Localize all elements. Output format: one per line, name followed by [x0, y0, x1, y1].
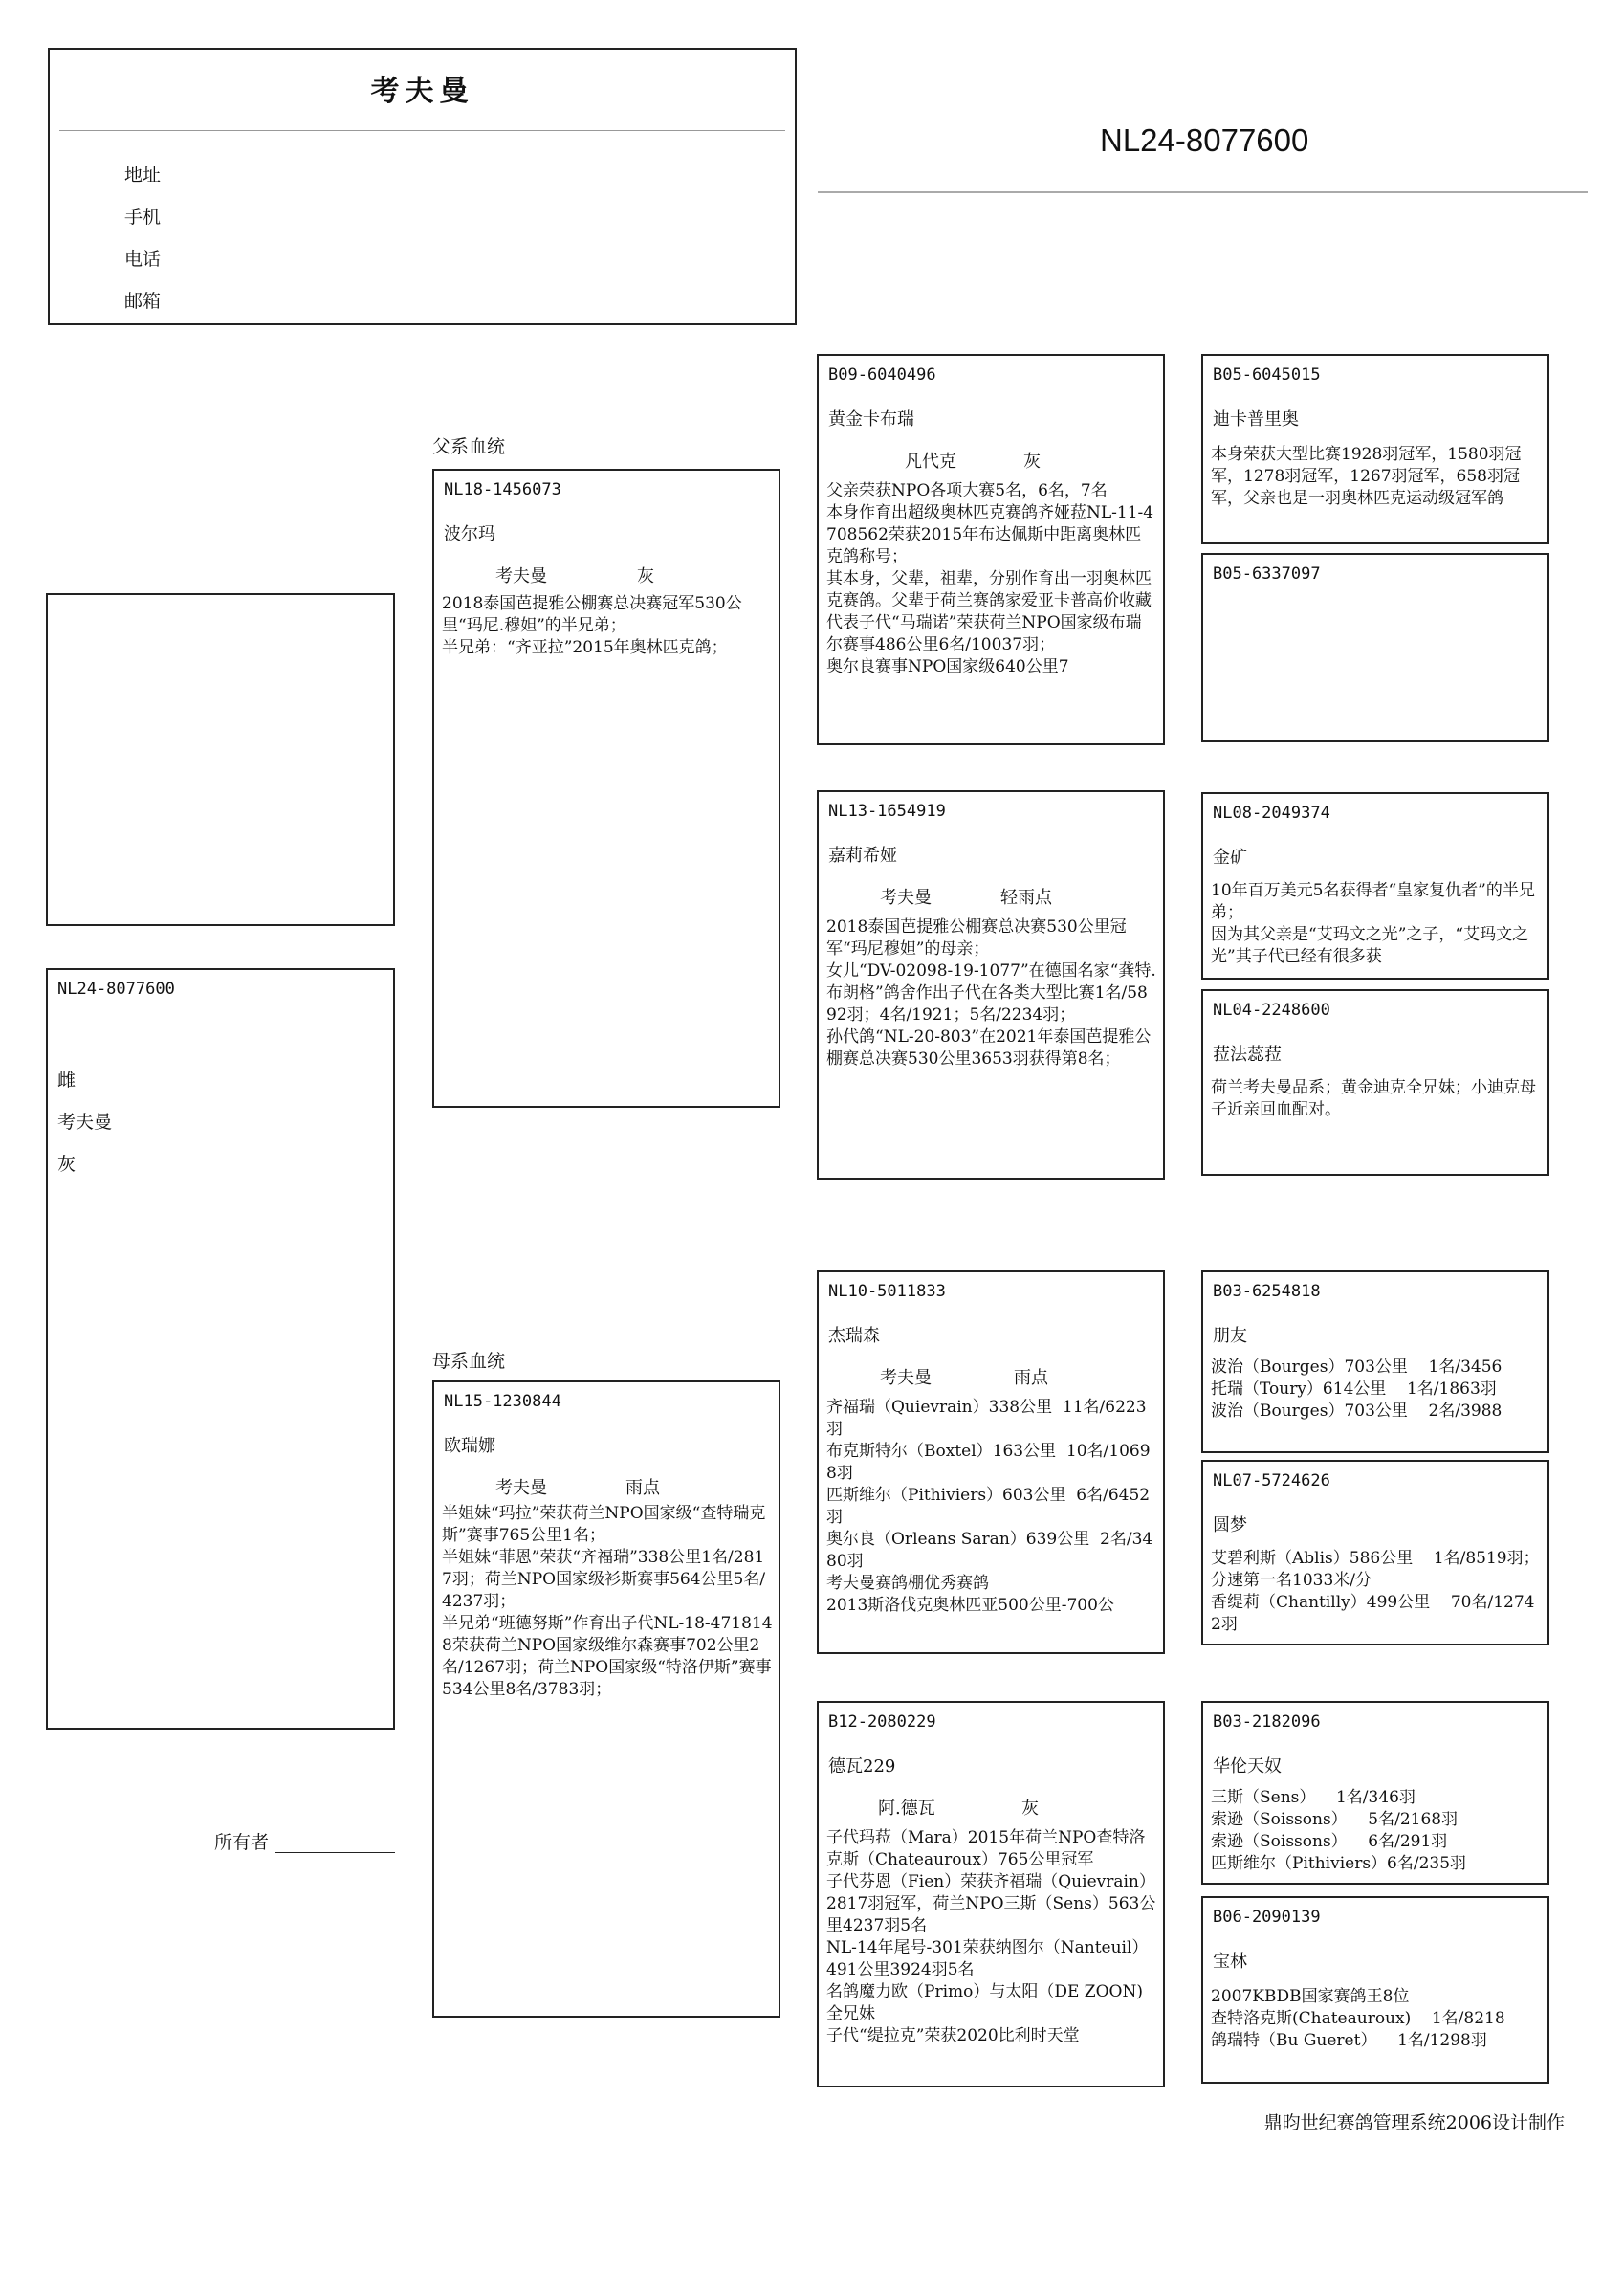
sss-ring: B05-6045015: [1213, 365, 1321, 385]
dam-dam-notes: 子代玛菈（Mara）2015年荷兰NPO查特洛克斯（Chateauroux）765公里冠军 子代芬恩（Fien）荣获齐福瑞（Quievrain）2817羽冠军，荷兰NPO三斯（Sens）563公里4237羽5名 NL-14年尾号-301荣获纳图尔（Nanteuil）491公里3924羽5名 名鸽魔力欧（Primo）与太阳（DE ZOON)全兄妹 子代“缇拉克”荣获2020比利时天堂: [826, 1828, 1156, 2045]
dam-dam-name: 德瓦229: [828, 1756, 896, 1777]
dam-dam-breed: 阿.德瓦: [878, 1799, 935, 1819]
dam-notes: 半姐妹“玛拉”荣获荷兰NPO国家级“查特瑞克斯”赛事765公里1名； 半姐妹“菲恩”荣获“齐福瑞”338公里1名/2817羽；荷兰NPO国家级衫斯赛事564公里5名/4237羽； 半兄弟“班德努斯”作育出子代NL-18-4718148荣获荷兰NPO国家级维尔森赛事702公里2名/1267羽；荷兰NPO国家级“特洛伊斯”赛事534公里8名/3783羽；: [442, 1504, 773, 1699]
sire-dam-card: [817, 790, 1165, 1180]
sire-sire-card: [817, 354, 1165, 745]
sds-name: 金矿: [1213, 848, 1247, 868]
dam-color: 雨点: [625, 1478, 660, 1498]
sss-name: 迪卡普里奥: [1213, 409, 1299, 430]
ddd-notes: 2007KBDB国家赛鸽王8位 查特洛克斯(Chateauroux) 1名/8218 鸽瑞特（Bu Gueret） 1名/1298羽: [1211, 1987, 1505, 2050]
subject-ring: NL24-8077600: [57, 980, 175, 999]
sdd-notes: 荷兰考夫曼品系；黄金迪克全兄妹；小迪克母子近亲回血配对。: [1211, 1078, 1536, 1119]
ring-number-heading: NL24-8077600: [1100, 122, 1309, 158]
subject-color: 灰: [57, 1154, 77, 1175]
dam-ring: NL15-1230844: [444, 1392, 561, 1411]
sire-dam-name: 嘉莉希娅: [828, 846, 897, 866]
dss-card: [1201, 1270, 1549, 1453]
sire-breed: 考夫曼: [495, 566, 547, 586]
dss-name: 朋友: [1213, 1326, 1247, 1346]
dds-ring: B03-2182096: [1213, 1712, 1321, 1732]
sire-dam-ring: NL13-1654919: [828, 802, 946, 821]
dds-notes: 三斯（Sens） 1名/346羽 索逊（Soissons） 5名/2168羽 索逊（Soissons） 6名/291羽 匹斯维尔（Pithiviers）6名/235羽: [1211, 1788, 1467, 1873]
dam-dam-ring: B12-2080229: [828, 1712, 936, 1732]
subject-bird-card: [46, 968, 395, 1730]
sire-sire-color: 灰: [1023, 452, 1041, 472]
sss-card: [1201, 354, 1549, 544]
dam-name: 欧瑞娜: [444, 1436, 495, 1456]
email-label: 邮箱: [124, 291, 162, 312]
mobile-label: 手机: [124, 207, 162, 228]
sire-sire-notes: 父亲荣获NPO各项大赛5名，6名，7名 本身作育出超级奥林匹克赛鸽齐娅菈NL-11-4708562荣获2015年布达佩斯中距离奥林匹克鸽称号； 其本身，父辈，祖辈，分别作育出一羽奥林匹克赛鸽。父辈于荷兰赛鸽家爱亚卡普高价收藏 代表子代“马瑞诺”荣获荷兰NPO国家级布瑞尔赛事486公里6名/10037羽； 奥尔良赛事NPO国家级640公里7: [826, 481, 1154, 676]
sire-dam-color: 轻雨点: [1000, 888, 1052, 908]
footer-credit: 鼎昀世纪赛鸽管理系统2006设计制作: [1263, 2112, 1565, 2133]
sire-notes: 2018泰国芭提雅公棚赛总决赛冠军530公里“玛尼.穆妲”的半兄弟； 半兄弟：“齐亚拉”2015年奥林匹克鸽；: [442, 594, 742, 657]
dam-breed: 考夫曼: [495, 1478, 547, 1498]
dam-card: [432, 1380, 780, 2018]
sdd-card: [1201, 989, 1549, 1176]
sds-ring: NL08-2049374: [1213, 804, 1330, 823]
sire-name: 波尔玛: [444, 524, 495, 544]
owner-card-divider: [59, 130, 785, 131]
dss-ring: B03-6254818: [1213, 1282, 1321, 1301]
sire-section-label: 父系血统: [432, 436, 506, 457]
ring-number-underline: [818, 191, 1588, 193]
dsd-notes: 艾碧利斯（Ablis）586公里 1名/8519羽；分速第一名1033米/分 香缇莉（Chantilly）499公里 70名/12742羽: [1211, 1549, 1540, 1634]
dsd-card: [1201, 1460, 1549, 1645]
sire-sire-name: 黄金卡布瑞: [828, 409, 914, 430]
ssd-ring: B05-6337097: [1213, 564, 1321, 584]
dss-notes: 波治（Bourges）703公里 1名/3456 托瑞（Toury）614公里 1名/1863羽 波治（Bourges）703公里 2名/3988: [1211, 1358, 1503, 1421]
dam-sire-color: 雨点: [1014, 1368, 1048, 1388]
sire-sire-ring: B09-6040496: [828, 365, 936, 385]
sss-notes: 本身荣获大型比赛1928羽冠军，1580羽冠军，1278羽冠军，1267羽冠军，658羽冠军，父亲也是一羽奥林匹克运动级冠军鸽: [1211, 445, 1522, 508]
dam-sire-notes: 齐福瑞（Quievrain）338公里 11名/6223羽 布克斯特尔（Boxtel）163公里 10名/10698羽 匹斯维尔（Pithiviers）603公里 6名/6452羽 奥尔良（Orleans Saran）639公里 2名/3480羽 考夫曼赛鸽棚优秀赛鸽 2013斯洛伐克奥林匹亚500公里-700公: [826, 1398, 1153, 1615]
dam-sire-card: [817, 1270, 1165, 1654]
sdd-name: 菈法蕊菈: [1213, 1045, 1282, 1065]
address-label: 地址: [124, 165, 162, 186]
owner-label: 所有者: [214, 1832, 270, 1853]
phone-label: 电话: [124, 249, 162, 270]
photo-box: [46, 593, 395, 926]
ssd-card: [1201, 553, 1549, 742]
dam-dam-color: 灰: [1021, 1799, 1039, 1819]
dds-card: [1201, 1701, 1549, 1885]
ddd-card: [1201, 1896, 1549, 2084]
sire-ring: NL18-1456073: [444, 480, 561, 499]
dds-name: 华伦天奴: [1213, 1756, 1282, 1777]
sire-dam-notes: 2018泰国芭提雅公棚赛总决赛530公里冠军“玛尼穆妲”的母亲； 女儿“DV-02098-19-1077”在德国名家“龚特.布朗格”鸽舍作出子代在各类大型比赛1名/5892羽；4名/1921；5名/2234羽； 孙代鸽“NL-20-803”在2021年泰国芭提雅公棚赛总决赛530公里3653羽获得第8名；: [826, 917, 1156, 1069]
sdd-ring: NL04-2248600: [1213, 1001, 1330, 1020]
dsd-name: 圆梦: [1213, 1515, 1247, 1535]
subject-breed: 考夫曼: [57, 1112, 113, 1133]
sds-notes: 10年百万美元5名获得者“皇家复仇者”的半兄弟； 因为其父亲是“艾玛文之光”之子，“艾玛文之光”其子代已经有很多获: [1211, 881, 1535, 966]
subject-sex: 雌: [57, 1070, 77, 1091]
dam-dam-card: [817, 1701, 1165, 2087]
dam-sire-ring: NL10-5011833: [828, 1282, 946, 1301]
sire-color: 灰: [637, 566, 654, 586]
ddd-name: 宝林: [1213, 1952, 1247, 1972]
dam-sire-breed: 考夫曼: [880, 1368, 932, 1388]
dam-section-label: 母系血统: [432, 1351, 506, 1372]
sire-sire-breed: 凡代克: [905, 452, 956, 472]
dam-sire-name: 杰瑞森: [828, 1326, 880, 1346]
ddd-ring: B06-2090139: [1213, 1908, 1321, 1927]
sire-dam-breed: 考夫曼: [880, 888, 932, 908]
dsd-ring: NL07-5724626: [1213, 1471, 1330, 1490]
owner-card-title: 考夫曼: [370, 75, 474, 108]
sds-card: [1201, 792, 1549, 980]
sire-card: [432, 469, 780, 1108]
owner-card: [48, 48, 797, 325]
owner-signature-line: [275, 1852, 395, 1853]
